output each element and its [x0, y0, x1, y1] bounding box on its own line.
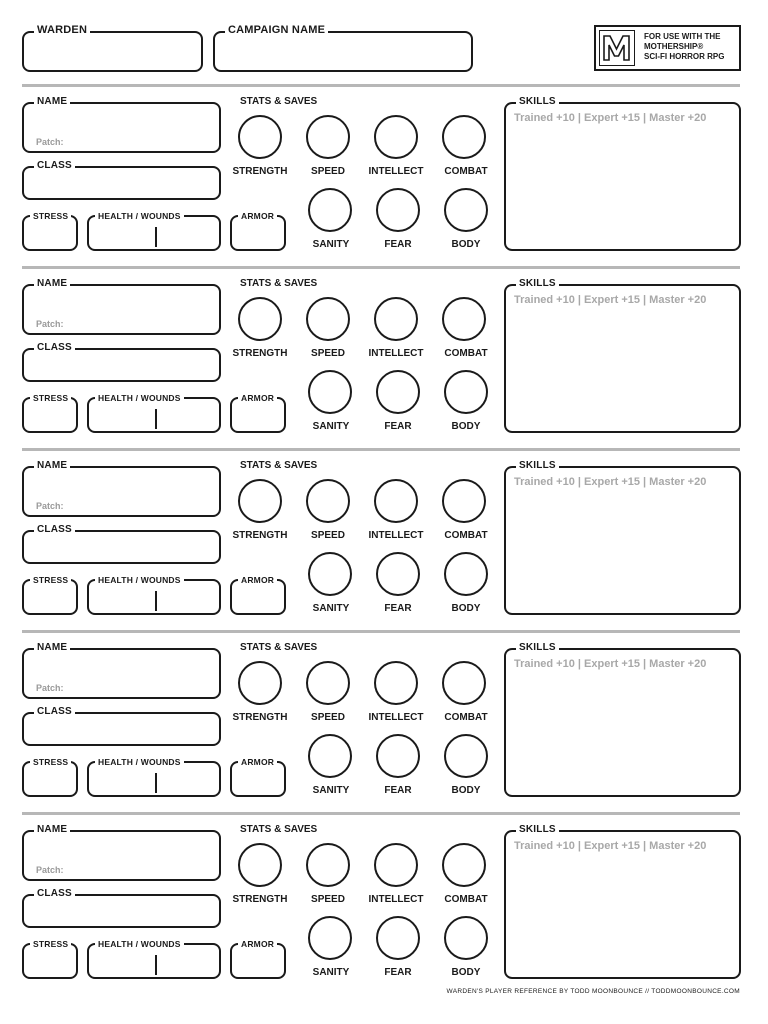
save-circle[interactable]: [376, 734, 420, 778]
stat-circle[interactable]: [374, 661, 418, 705]
section-divider: [22, 84, 740, 87]
name-field[interactable]: [22, 460, 221, 517]
stat-circle[interactable]: [442, 479, 486, 523]
stat-circle[interactable]: [238, 297, 282, 341]
section-divider: [22, 448, 740, 451]
stat-label: INTELLECT: [368, 530, 424, 541]
save-label: BODY: [451, 785, 481, 796]
footer-credit: WARDEN'S PLAYER REFERENCE BY TODD MOONBOUNCE // TODDMOONBOUNCE.COM: [446, 988, 740, 995]
class-label: CLASS: [34, 341, 75, 355]
stress-label: STRESS: [30, 755, 71, 769]
health-wounds-field[interactable]: [87, 393, 221, 433]
wound-divider: [155, 227, 157, 247]
stat-label: SPEED: [311, 712, 345, 723]
name-field[interactable]: [22, 278, 221, 335]
save-label: SANITY: [312, 603, 350, 614]
skills-label: SKILLS: [516, 95, 559, 109]
patch-label: Patch:: [36, 137, 64, 147]
health-wounds-label: HEALTH / WOUNDS: [95, 391, 184, 405]
stats-saves-heading: STATS & SAVES: [240, 460, 318, 471]
stat-label: COMBAT: [444, 530, 488, 541]
patch-label: Patch:: [36, 501, 64, 511]
logo-line-1: FOR USE WITH THE: [644, 32, 721, 41]
name-label: NAME: [34, 95, 70, 109]
save-label: SANITY: [312, 239, 350, 250]
campaign-name-label: CAMPAIGN NAME: [225, 23, 328, 37]
stat-label: COMBAT: [444, 894, 488, 905]
save-circle[interactable]: [308, 370, 352, 414]
stats-saves-heading: STATS & SAVES: [240, 96, 318, 107]
save-label: BODY: [451, 603, 481, 614]
armor-field[interactable]: [230, 211, 286, 251]
stat-label: SPEED: [311, 530, 345, 541]
stat-circle[interactable]: [238, 843, 282, 887]
mothership-logo: [594, 25, 741, 71]
stress-label: STRESS: [30, 209, 71, 223]
skills-label: SKILLS: [516, 459, 559, 473]
stress-field[interactable]: [22, 393, 78, 433]
patch-label: Patch:: [36, 683, 64, 693]
armor-label: ARMOR: [238, 755, 277, 769]
stat-circle[interactable]: [374, 297, 418, 341]
stat-circle[interactable]: [306, 115, 350, 159]
armor-label: ARMOR: [238, 391, 277, 405]
stat-circle[interactable]: [238, 115, 282, 159]
stat-label: STRENGTH: [232, 894, 288, 905]
save-label: BODY: [451, 239, 481, 250]
stat-circle[interactable]: [306, 479, 350, 523]
save-label: BODY: [451, 967, 481, 978]
stress-field[interactable]: [22, 575, 78, 615]
armor-field[interactable]: [230, 757, 286, 797]
stat-label: INTELLECT: [368, 894, 424, 905]
armor-field[interactable]: [230, 939, 286, 979]
save-circle[interactable]: [444, 552, 488, 596]
name-field[interactable]: [22, 642, 221, 699]
name-label: NAME: [34, 277, 70, 291]
class-field[interactable]: [22, 888, 221, 928]
section-divider: [22, 630, 740, 633]
save-label: FEAR: [384, 967, 412, 978]
skills-field[interactable]: [504, 824, 741, 979]
stat-label: SPEED: [311, 166, 345, 177]
stat-label: COMBAT: [444, 712, 488, 723]
stat-circle[interactable]: [306, 661, 350, 705]
skills-field[interactable]: [504, 642, 741, 797]
logo-line-3: SCI-FI HORROR RPG: [644, 52, 725, 61]
stress-field[interactable]: [22, 939, 78, 979]
save-label: SANITY: [312, 421, 350, 432]
stat-label: INTELLECT: [368, 348, 424, 359]
character-section: [0, 278, 768, 438]
stat-circle[interactable]: [306, 843, 350, 887]
save-circle[interactable]: [376, 188, 420, 232]
save-circle[interactable]: [376, 916, 420, 960]
save-circle[interactable]: [376, 370, 420, 414]
patch-label: Patch:: [36, 865, 64, 875]
save-label: FEAR: [384, 239, 412, 250]
stat-label: STRENGTH: [232, 166, 288, 177]
stats-saves-heading: STATS & SAVES: [240, 824, 318, 835]
class-label: CLASS: [34, 523, 75, 537]
name-label: NAME: [34, 823, 70, 837]
skills-field[interactable]: [504, 96, 741, 251]
wound-divider: [155, 591, 157, 611]
stress-label: STRESS: [30, 937, 71, 951]
save-circle[interactable]: [444, 916, 488, 960]
stress-field[interactable]: [22, 211, 78, 251]
armor-label: ARMOR: [238, 937, 277, 951]
name-field[interactable]: [22, 96, 221, 153]
save-circle[interactable]: [444, 734, 488, 778]
name-label: NAME: [34, 641, 70, 655]
save-label: BODY: [451, 421, 481, 432]
stat-label: SPEED: [311, 348, 345, 359]
stats-saves-heading: STATS & SAVES: [240, 642, 318, 653]
save-label: FEAR: [384, 603, 412, 614]
stat-circle[interactable]: [442, 297, 486, 341]
stat-circle[interactable]: [442, 661, 486, 705]
stats-saves-heading: STATS & SAVES: [240, 278, 318, 289]
health-wounds-label: HEALTH / WOUNDS: [95, 573, 184, 587]
stat-label: SPEED: [311, 894, 345, 905]
skills-hint: Trained +10 | Expert +15 | Master +20: [514, 294, 707, 306]
character-section: [0, 642, 768, 802]
stat-circle[interactable]: [374, 479, 418, 523]
stress-label: STRESS: [30, 573, 71, 587]
section-divider: [22, 812, 740, 815]
skills-field[interactable]: [504, 460, 741, 615]
section-divider: [22, 266, 740, 269]
save-circle[interactable]: [308, 734, 352, 778]
skills-hint: Trained +10 | Expert +15 | Master +20: [514, 112, 707, 124]
stat-label: COMBAT: [444, 348, 488, 359]
character-section: [0, 96, 768, 256]
stat-label: COMBAT: [444, 166, 488, 177]
logo-line-2: MOTHERSHIP®: [644, 42, 704, 51]
campaign-name-field[interactable]: [213, 24, 473, 72]
stat-circle[interactable]: [442, 115, 486, 159]
health-wounds-label: HEALTH / WOUNDS: [95, 937, 184, 951]
health-wounds-label: HEALTH / WOUNDS: [95, 755, 184, 769]
skills-label: SKILLS: [516, 641, 559, 655]
health-wounds-field[interactable]: [87, 575, 221, 615]
stat-label: INTELLECT: [368, 166, 424, 177]
save-label: FEAR: [384, 421, 412, 432]
patch-label: Patch:: [36, 319, 64, 329]
mothership-m-icon: [599, 30, 635, 66]
skills-hint: Trained +10 | Expert +15 | Master +20: [514, 658, 707, 670]
class-label: CLASS: [34, 705, 75, 719]
stress-label: STRESS: [30, 391, 71, 405]
save-label: SANITY: [312, 785, 350, 796]
wound-divider: [155, 409, 157, 429]
stat-circle[interactable]: [374, 115, 418, 159]
health-wounds-field[interactable]: [87, 939, 221, 979]
class-field[interactable]: [22, 160, 221, 200]
name-field[interactable]: [22, 824, 221, 881]
save-circle[interactable]: [308, 188, 352, 232]
class-label: CLASS: [34, 887, 75, 901]
wound-divider: [155, 773, 157, 793]
character-section: [0, 824, 768, 984]
skills-label: SKILLS: [516, 823, 559, 837]
armor-field[interactable]: [230, 575, 286, 615]
class-label: CLASS: [34, 159, 75, 173]
class-field[interactable]: [22, 342, 221, 382]
save-circle[interactable]: [376, 552, 420, 596]
armor-label: ARMOR: [238, 573, 277, 587]
stat-circle[interactable]: [306, 297, 350, 341]
wound-divider: [155, 955, 157, 975]
stat-label: STRENGTH: [232, 348, 288, 359]
stat-label: STRENGTH: [232, 712, 288, 723]
armor-label: ARMOR: [238, 209, 277, 223]
stat-circle[interactable]: [238, 479, 282, 523]
class-field[interactable]: [22, 524, 221, 564]
save-circle[interactable]: [444, 188, 488, 232]
health-wounds-field[interactable]: [87, 211, 221, 251]
class-field[interactable]: [22, 706, 221, 746]
stat-circle[interactable]: [374, 843, 418, 887]
armor-field[interactable]: [230, 393, 286, 433]
save-circle[interactable]: [308, 552, 352, 596]
warden-label: WARDEN: [34, 23, 90, 37]
logo-text: [644, 32, 724, 62]
stat-circle[interactable]: [442, 843, 486, 887]
stress-field[interactable]: [22, 757, 78, 797]
skills-hint: Trained +10 | Expert +15 | Master +20: [514, 476, 707, 488]
save-label: FEAR: [384, 785, 412, 796]
name-label: NAME: [34, 459, 70, 473]
stat-circle[interactable]: [238, 661, 282, 705]
warden-field[interactable]: [22, 24, 203, 72]
save-label: SANITY: [312, 967, 350, 978]
character-section: [0, 460, 768, 620]
stat-label: INTELLECT: [368, 712, 424, 723]
skills-label: SKILLS: [516, 277, 559, 291]
skills-field[interactable]: [504, 278, 741, 433]
skills-hint: Trained +10 | Expert +15 | Master +20: [514, 840, 707, 852]
health-wounds-label: HEALTH / WOUNDS: [95, 209, 184, 223]
save-circle[interactable]: [308, 916, 352, 960]
save-circle[interactable]: [444, 370, 488, 414]
health-wounds-field[interactable]: [87, 757, 221, 797]
stat-label: STRENGTH: [232, 530, 288, 541]
